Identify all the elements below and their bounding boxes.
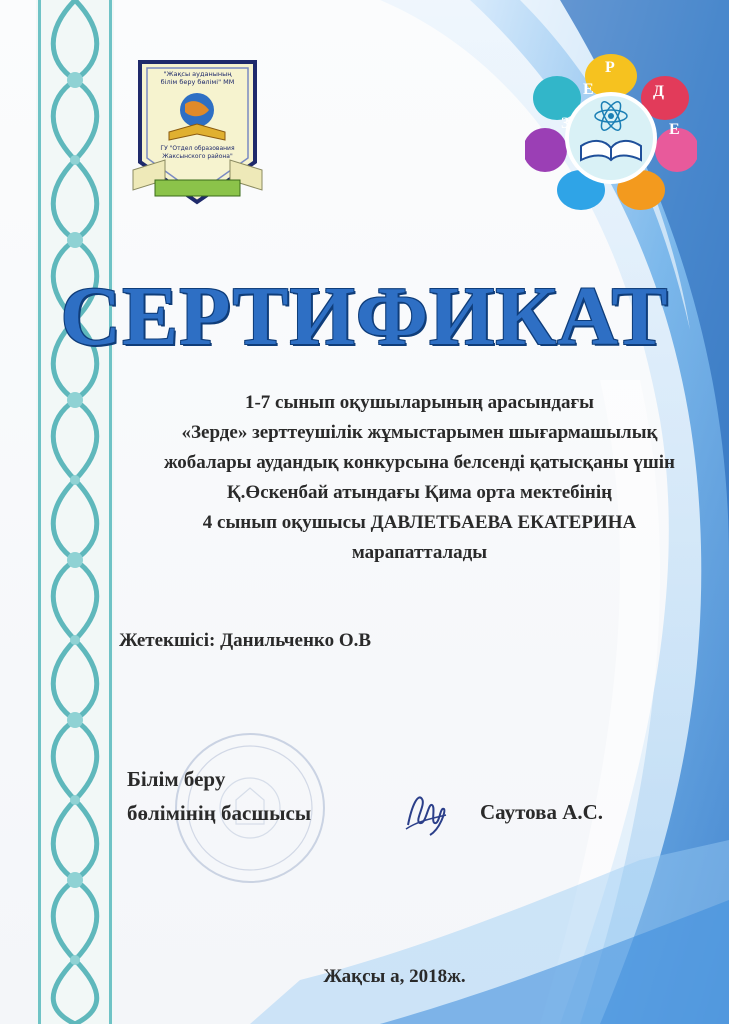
zerde-letter-5: Е xyxy=(669,121,680,138)
certificate-title: СЕРТИФИКАТ xyxy=(60,270,669,363)
award-text-line6: марапатталады xyxy=(351,542,488,563)
award-text-line2: «Зерде» зерттеушілік жұмыстарымен шығармашылық xyxy=(181,422,658,443)
emblem-text-line1: "Жақсы ауданының xyxy=(163,70,232,78)
emblem-text-line4: Жаксынского района" xyxy=(162,153,233,160)
zerde-letter-2: Е xyxy=(583,81,594,98)
issue-date: Жақсы а, 2018ж. xyxy=(323,966,466,987)
award-text-line5: 4 сынып оқушысы ДАВЛЕТБАЕВА ЕКАТЕРИНА xyxy=(202,512,637,533)
head-title xyxy=(127,762,311,830)
signer-name: Саутова А.С. xyxy=(480,800,604,824)
award-text-line4: Қ.Өскенбай атындағы Қима орта мектебінің xyxy=(226,482,613,503)
award-text-line3: жобалары аудандық конкурсына белсенді қатысқаны үшін xyxy=(163,452,675,473)
district-education-emblem xyxy=(125,52,270,212)
head-title-line1: Білім беру xyxy=(127,767,226,791)
handwritten-signature xyxy=(400,785,450,840)
award-text xyxy=(110,388,729,568)
head-title-line2: бөлімінің басшысы xyxy=(127,801,312,825)
award-text-line1: 1-7 сынып оқушыларының арасындағы xyxy=(244,392,595,413)
ornament-border xyxy=(36,0,114,1024)
emblem-text-line3: ГУ "Отдел образования xyxy=(160,145,235,152)
zerde-logo xyxy=(525,50,697,210)
supervisor-line: Жетекшісі: Данильченко О.В xyxy=(119,630,372,651)
zerde-letter-3: Р xyxy=(605,59,615,76)
zerde-letter-4: Д xyxy=(653,83,665,100)
zerde-letter-1: З xyxy=(561,115,570,132)
emblem-text-line2: білім беру бөлімі" ММ xyxy=(160,78,235,86)
